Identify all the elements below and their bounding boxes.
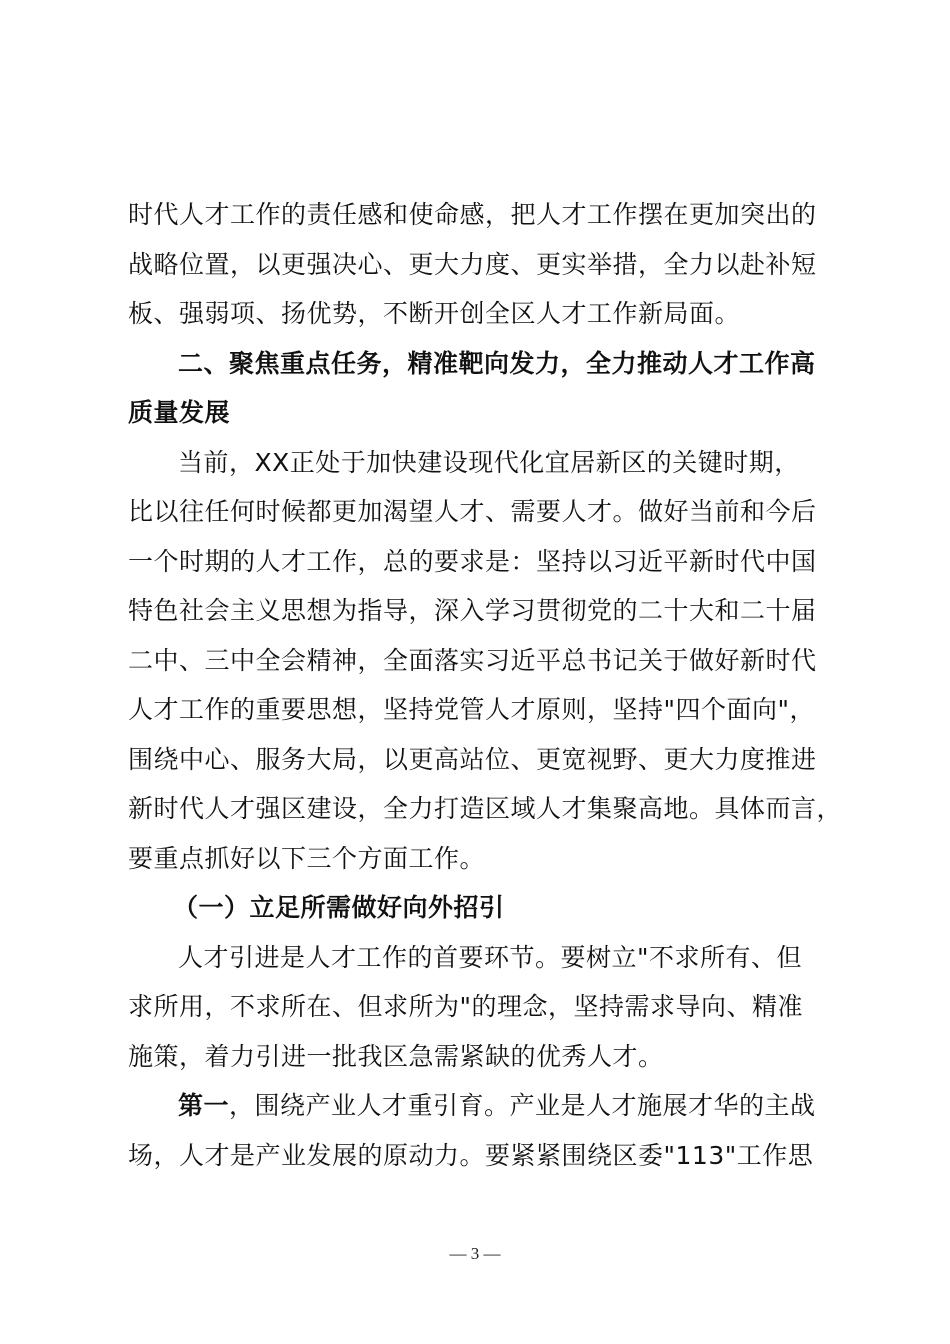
paragraph-line: 求所用，不求所在、但求所为"的理念，坚持需求导向、精准 <box>128 992 804 1021</box>
lead-text: ，围绕产业人才重引育。产业是人才施展才华的主战 <box>229 1091 816 1120</box>
paragraph-line: 要重点抓好以下三个方面工作。 <box>128 843 486 873</box>
subsection-heading: （一）立足所需做好向外招引 <box>173 893 505 922</box>
paragraph-line: 二中、三中全会精神，全面落实习近平总书记关于做好新时代 <box>128 645 817 675</box>
paragraph-line <box>128 1081 828 1131</box>
paragraph-line: 围绕中心、服务大局，以更高站位、更宽视野、更大力度推进 <box>128 744 817 774</box>
lead-label: 第一 <box>178 1091 230 1120</box>
paragraph-line: 人才工作的重要思想，坚持党管人才原则，坚持"四个面向"， <box>128 695 816 724</box>
paragraph-line: 新时代人才强区建设，全力打造区域人才集聚高地。具体而言， <box>128 794 843 823</box>
paragraph-line: 比以往任何时候都更加渴望人才、需要人才。做好当前和今后 <box>128 497 817 526</box>
paragraph-line: 人才引进是人才工作的首要环节。要树立"不求所有、但 <box>178 942 803 972</box>
document-body <box>128 190 843 1180</box>
paragraph-line: 特色社会主义思想为指导，深入学习贯彻党的二十大和二十届 <box>128 596 817 625</box>
paragraph-line: 当前，XX正处于加快建设现代化宜居新区的关键时期， <box>178 447 800 477</box>
paragraph-line: 战略位置，以更强决心、更大力度、更实举措，全力以赴补短 <box>128 249 817 279</box>
paragraph-line: 板、强弱项、扬优势，不断开创全区人才工作新局面。 <box>128 299 741 328</box>
paragraph-line: 施策，着力引进一批我区急需紧缺的优秀人才。 <box>128 1041 664 1071</box>
paragraph-line: 一个时期的人才工作，总的要求是：坚持以习近平新时代中国 <box>128 546 817 576</box>
section-heading-line: 二、聚焦重点任务，精准靶向发力，全力推动人才工作高 <box>178 348 816 378</box>
paragraph-line: 时代人才工作的责任感和使命感，把人才工作摆在更加突出的 <box>128 200 817 229</box>
section-heading-line: 质量发展 <box>128 398 231 427</box>
page-number: — 3 — <box>449 1244 501 1263</box>
paragraph-line: 场，人才是产业发展的原动力。要紧紧围绕区委"113"工作思 <box>128 1140 814 1170</box>
